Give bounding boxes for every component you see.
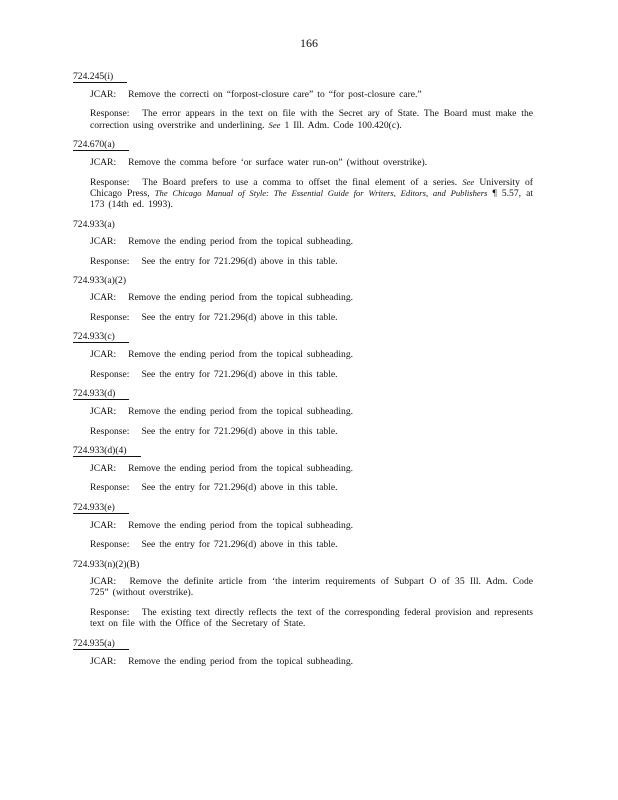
section-heading: 724.933(e)	[73, 502, 129, 514]
section-724-933-a-2	[73, 275, 533, 323]
section-724-933-d	[73, 388, 533, 437]
citation-signal: See	[268, 119, 281, 130]
entry-text: See the entry for 721.296(d) above in this table.	[141, 482, 338, 494]
entry-text: Remove the ending period from the topical subheading.	[128, 349, 354, 361]
citation-publisher: University of Chicago Press,	[90, 176, 533, 200]
entry-text: Remove the definite article from ‘the interim requirements of Subpart O of 35 Ill. Adm. Code 725” (without overstrike).	[90, 575, 533, 599]
entry-label: JCAR:	[90, 406, 117, 418]
entry-text: Remove the ending period from the topical subheading.	[128, 655, 354, 667]
board-response	[90, 108, 533, 131]
entry-label: JCAR:	[90, 519, 117, 531]
section-724-933-d-4	[73, 445, 533, 494]
entry-label: Response:	[90, 539, 130, 551]
document-body	[73, 71, 533, 675]
section-724-933-n-2-b	[73, 559, 533, 630]
section-724-670-a	[73, 139, 533, 211]
section-724-245-i	[73, 71, 533, 131]
entry-text: Remove the ending period from the topical subheading.	[128, 406, 354, 418]
entry-label: JCAR:	[90, 462, 117, 474]
jcar-comment	[90, 406, 533, 417]
citation-text: 1 Ill. Adm. Code 100.420(c).	[284, 119, 402, 131]
section-724-933-e	[73, 502, 533, 551]
entry-label: JCAR:	[90, 236, 117, 248]
board-response	[90, 256, 533, 267]
entry-label: JCAR:	[90, 655, 117, 667]
entry-label: Response:	[90, 482, 130, 494]
entry-label: Response:	[90, 108, 130, 120]
entry-text: The existing text directly reflects the text of the corresponding federal provision and represents text on file with the Office of the Secretary of State.	[90, 606, 533, 630]
entry-text: Remove the ending period from the topical subheading.	[128, 462, 354, 474]
citation-pinpoint: ¶ 5.57, at 173 (14th ed. 1993).	[90, 188, 534, 211]
entry-text: Remove the ending period from the topical subheading.	[128, 292, 354, 304]
jcar-comment	[90, 89, 533, 100]
entry-text: See the entry for 721.296(d) above in this table.	[141, 425, 338, 437]
board-response	[90, 482, 533, 493]
section-724-933-c	[73, 331, 533, 380]
board-response	[90, 312, 533, 323]
section-heading: 724.670(a)	[73, 139, 129, 151]
board-response	[90, 539, 533, 550]
entry-label: Response:	[90, 255, 130, 267]
entry-label: Response:	[90, 606, 130, 618]
entry-text: Remove the ending period from the topical subheading.	[128, 519, 354, 531]
section-heading: 724.933(n)(2)(B)	[73, 558, 140, 570]
citation-title: The Chicago Manual of Style: The Essential Guide for Writers, Editors, and Publishers	[154, 188, 488, 199]
section-heading: 724.933(a)	[73, 218, 115, 230]
citation-signal: See	[462, 176, 475, 187]
page-number: 166	[300, 36, 318, 50]
entry-text: The Board prefers to use a comma to offset the final element of a series.	[142, 176, 458, 188]
entry-label: Response:	[90, 368, 130, 380]
entry-label: JCAR:	[90, 349, 117, 361]
entry-text: Remove the comma before ‘or surface water run-on” (without overstrike).	[128, 157, 428, 169]
entry-label: Response:	[90, 425, 130, 437]
entry-text: See the entry for 721.296(d) above in this table.	[141, 368, 338, 380]
entry-text: Remove the ending period from the topical subheading.	[128, 236, 354, 248]
entry-label: JCAR:	[90, 89, 117, 100]
section-heading: 724.935(a)	[73, 638, 129, 650]
jcar-comment	[90, 576, 533, 599]
entry-text: Remove the correcti on “forpost-closure care” to “for post-closure care.”	[128, 89, 422, 100]
entry-label: JCAR:	[90, 157, 117, 169]
jcar-comment	[90, 292, 533, 303]
board-response	[90, 369, 533, 380]
board-response	[90, 426, 533, 437]
section-heading: 724.933(d)	[73, 388, 129, 400]
board-response	[90, 177, 533, 211]
jcar-comment	[90, 349, 533, 360]
section-724-933-a	[73, 219, 533, 267]
section-heading: 724.933(c)	[73, 331, 129, 343]
entry-text: See the entry for 721.296(d) above in this table.	[141, 311, 338, 323]
section-724-935-a	[73, 638, 533, 667]
entry-text: The error appears in the text on file with the Secret ary of State. The Board must make the correction using overstrike and underlining.	[90, 108, 534, 131]
entry-label: Response:	[90, 311, 130, 323]
jcar-comment	[90, 656, 533, 667]
entry-label: JCAR:	[90, 575, 117, 587]
section-heading: 724.933(a)(2)	[73, 275, 127, 287]
section-heading: 724.245(i)	[73, 71, 127, 83]
jcar-comment	[90, 157, 533, 168]
entry-text: See the entry for 721.296(d) above in this table.	[141, 255, 338, 267]
entry-label: Response:	[90, 176, 130, 188]
entry-label: JCAR:	[90, 292, 117, 304]
jcar-comment	[90, 520, 533, 531]
section-heading: 724.933(d)(4)	[73, 445, 141, 457]
jcar-comment	[90, 236, 533, 247]
board-response	[90, 607, 533, 630]
jcar-comment	[90, 463, 533, 474]
entry-text: See the entry for 721.296(d) above in this table.	[141, 539, 338, 551]
